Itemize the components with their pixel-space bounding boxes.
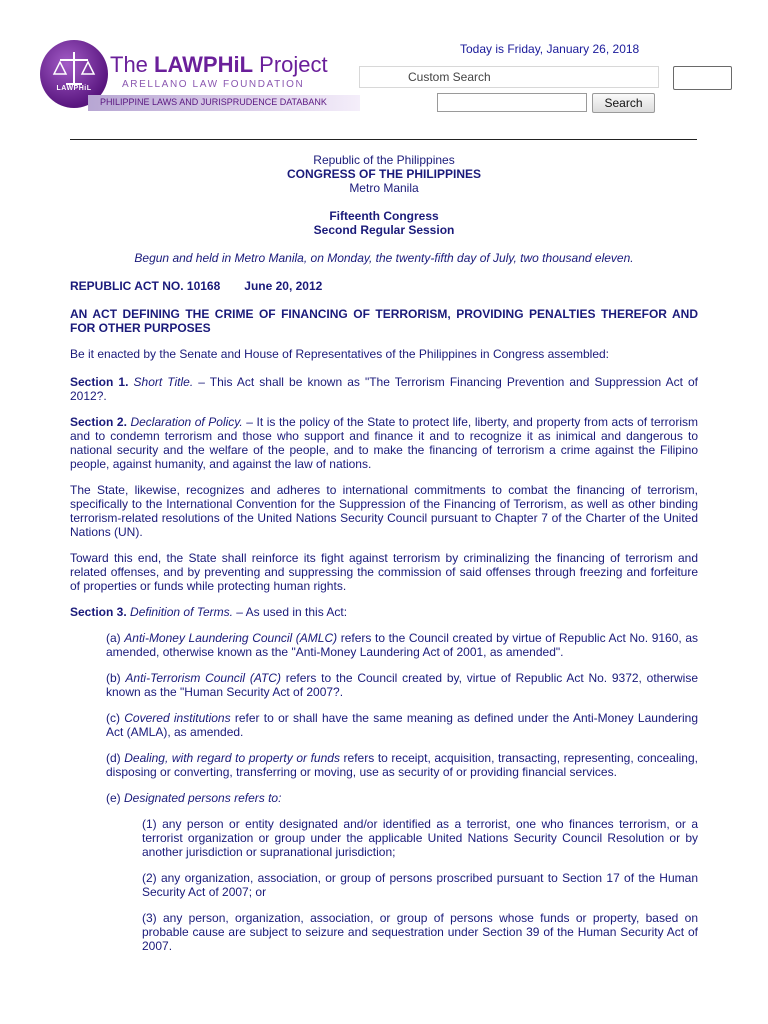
search-input[interactable]: [437, 93, 587, 112]
definition-d-prefix: (d): [106, 751, 125, 765]
definition-e-item-2: (2) any organization, association, or group of persons proscribed pursuant to Section 17 of the Human Security Act of 2007; or: [142, 871, 698, 899]
definition-e-term: Designated persons refers to:: [124, 791, 282, 805]
definition-b-prefix: (b): [106, 671, 126, 685]
today-date: Today is Friday, January 26, 2018: [460, 42, 640, 56]
section-2-title: Declaration of Policy.: [130, 415, 243, 429]
definition-d: [106, 751, 698, 779]
definition-c-term: Covered institutions: [124, 711, 231, 725]
paragraph-toward: Toward this end, the State shall reinforce its fight against terrorism by criminalizing the financing of terrorism and related offenses, and by preventing and suppressing the commission of said offenses through freezing and forfeiture of properties or funds while protecting human rights.: [70, 551, 698, 593]
act-date: June 20, 2012: [244, 279, 323, 293]
section-1: [70, 375, 698, 403]
section-3: [70, 605, 698, 619]
logo-title-prefix: The: [110, 52, 155, 77]
section-3-title: Definition of Terms.: [130, 605, 233, 619]
section-2-text: – It is the policy of the State to protect life, liberty, and property from acts of terrorism and to condemn terrorism and those who support and finance it and to recognize it as inimical and dangerous to national security and the welfare of the people, and to make the financing of terrorism a crime against the Filipino people, against humanity, and against the law of nations.: [70, 415, 698, 471]
definition-d-term: Dealing, with regard to property or funds: [124, 751, 340, 765]
city-line: Metro Manila: [349, 181, 419, 195]
section-3-text: – As used in this Act:: [232, 605, 348, 619]
logo-title-strong: LAWPHiL: [154, 52, 254, 77]
logo-tagline: PHILIPPINE LAWS AND JURISPRUDENCE DATABANK: [100, 97, 327, 107]
section-2: [70, 415, 698, 471]
definition-e-item-1: (1) any person or entity designated and/or identified as a terrorist, one who finances terrorism, or a terrorist organization or group under the applicable United Nations Security Council Resolution or by another jurisdiction or supranational jurisdiction;: [142, 817, 698, 859]
logo-title-suffix: Project: [253, 52, 328, 77]
definition-a: [106, 631, 698, 659]
act-title: AN ACT DEFINING THE CRIME OF FINANCING OF TERRORISM, PROVIDING PENALTIES THEREFOR AND FOR OTHER PURPOSES: [70, 307, 698, 335]
section-3-label: Section 3.: [70, 605, 127, 619]
act-heading: [70, 279, 698, 293]
definition-c: [106, 711, 698, 739]
section-1-label: Section 1.: [70, 375, 129, 389]
logo-wordmark-small: LAWPHiL: [56, 85, 92, 92]
congress-number: Fifteenth Congress: [329, 209, 439, 223]
document-body: [70, 153, 698, 953]
definition-a-text: refers to the Council created by virtue of Republic Act No. 9160, as amended, otherwise known as the "Anti-Money Laundering Act of 2001, as amended".: [106, 631, 698, 659]
section-2-label: Section 2.: [70, 415, 127, 429]
definition-b-term: Anti-Terrorism Council (ATC): [125, 671, 281, 685]
definition-d-text: refers to receipt, acquisition, transacting, representing, concealing, disposing or converting, transferring or moving, use as security of or providing financial services.: [106, 751, 698, 779]
congress-line: CONGRESS OF THE PHILIPPINES: [286, 167, 482, 181]
custom-search-label: Custom Search: [408, 70, 491, 84]
paragraph-state: The State, likewise, recognizes and adheres to international commitments to combat the financing of terrorism, specifically to the International Convention for the Suppression of the Financing of Terrorism, as well as other binding terrorism-related resolutions of the United Nations Security Council pursuant to Chapter 7 of the Charter of the United Nations (UN).: [70, 483, 698, 539]
definition-c-prefix: (c): [106, 711, 125, 725]
begun-line: Begun and held in Metro Manila, on Monday, the twenty-fifth day of July, two thousand eleven.: [134, 251, 634, 265]
republic-line: Republic of the Philippines: [313, 153, 455, 167]
logo-subtitle: ARELLANO LAW FOUNDATION: [122, 79, 305, 90]
definition-e-item-3: (3) any person, organization, association, or group of persons whose funds or property, based on probable cause are subject to seizure and sequestration under Section 39 of the Human Security Act of 2007.: [142, 911, 698, 953]
definition-a-prefix: (a): [106, 631, 125, 645]
definition-b: [106, 671, 698, 699]
session-line: Second Regular Session: [313, 223, 455, 237]
definition-c-text: refer to or shall have the same meaning as defined under the Anti-Money Laundering Act (AMLA), as amended.: [106, 711, 698, 739]
act-number: REPUBLIC ACT NO. 10168: [70, 279, 221, 293]
enacting-clause: Be it enacted by the Senate and House of Representatives of the Philippines in Congress assembled:: [70, 347, 609, 361]
custom-search-box[interactable]: [359, 66, 659, 88]
search-engine-box[interactable]: [673, 66, 732, 90]
definition-e: [106, 791, 698, 805]
search-button[interactable]: Search: [592, 93, 655, 113]
section-1-text: – This Act shall be known as "The Terrorism Financing Prevention and Suppression Act of 2012?.: [70, 375, 698, 403]
header-divider: [70, 139, 697, 140]
definition-a-term: Anti-Money Laundering Council (AMLC): [124, 631, 338, 645]
section-1-title: Short Title.: [133, 375, 194, 389]
definition-e-prefix: (e): [106, 791, 124, 805]
logo-tagline-bar: [88, 95, 360, 111]
site-header: [0, 0, 768, 140]
definition-b-text: refers to the Council created by, virtue of Republic Act No. 9372, otherwise known as the "Human Security Act of 2007?.: [106, 671, 698, 699]
logo-title[interactable]: [110, 52, 328, 78]
